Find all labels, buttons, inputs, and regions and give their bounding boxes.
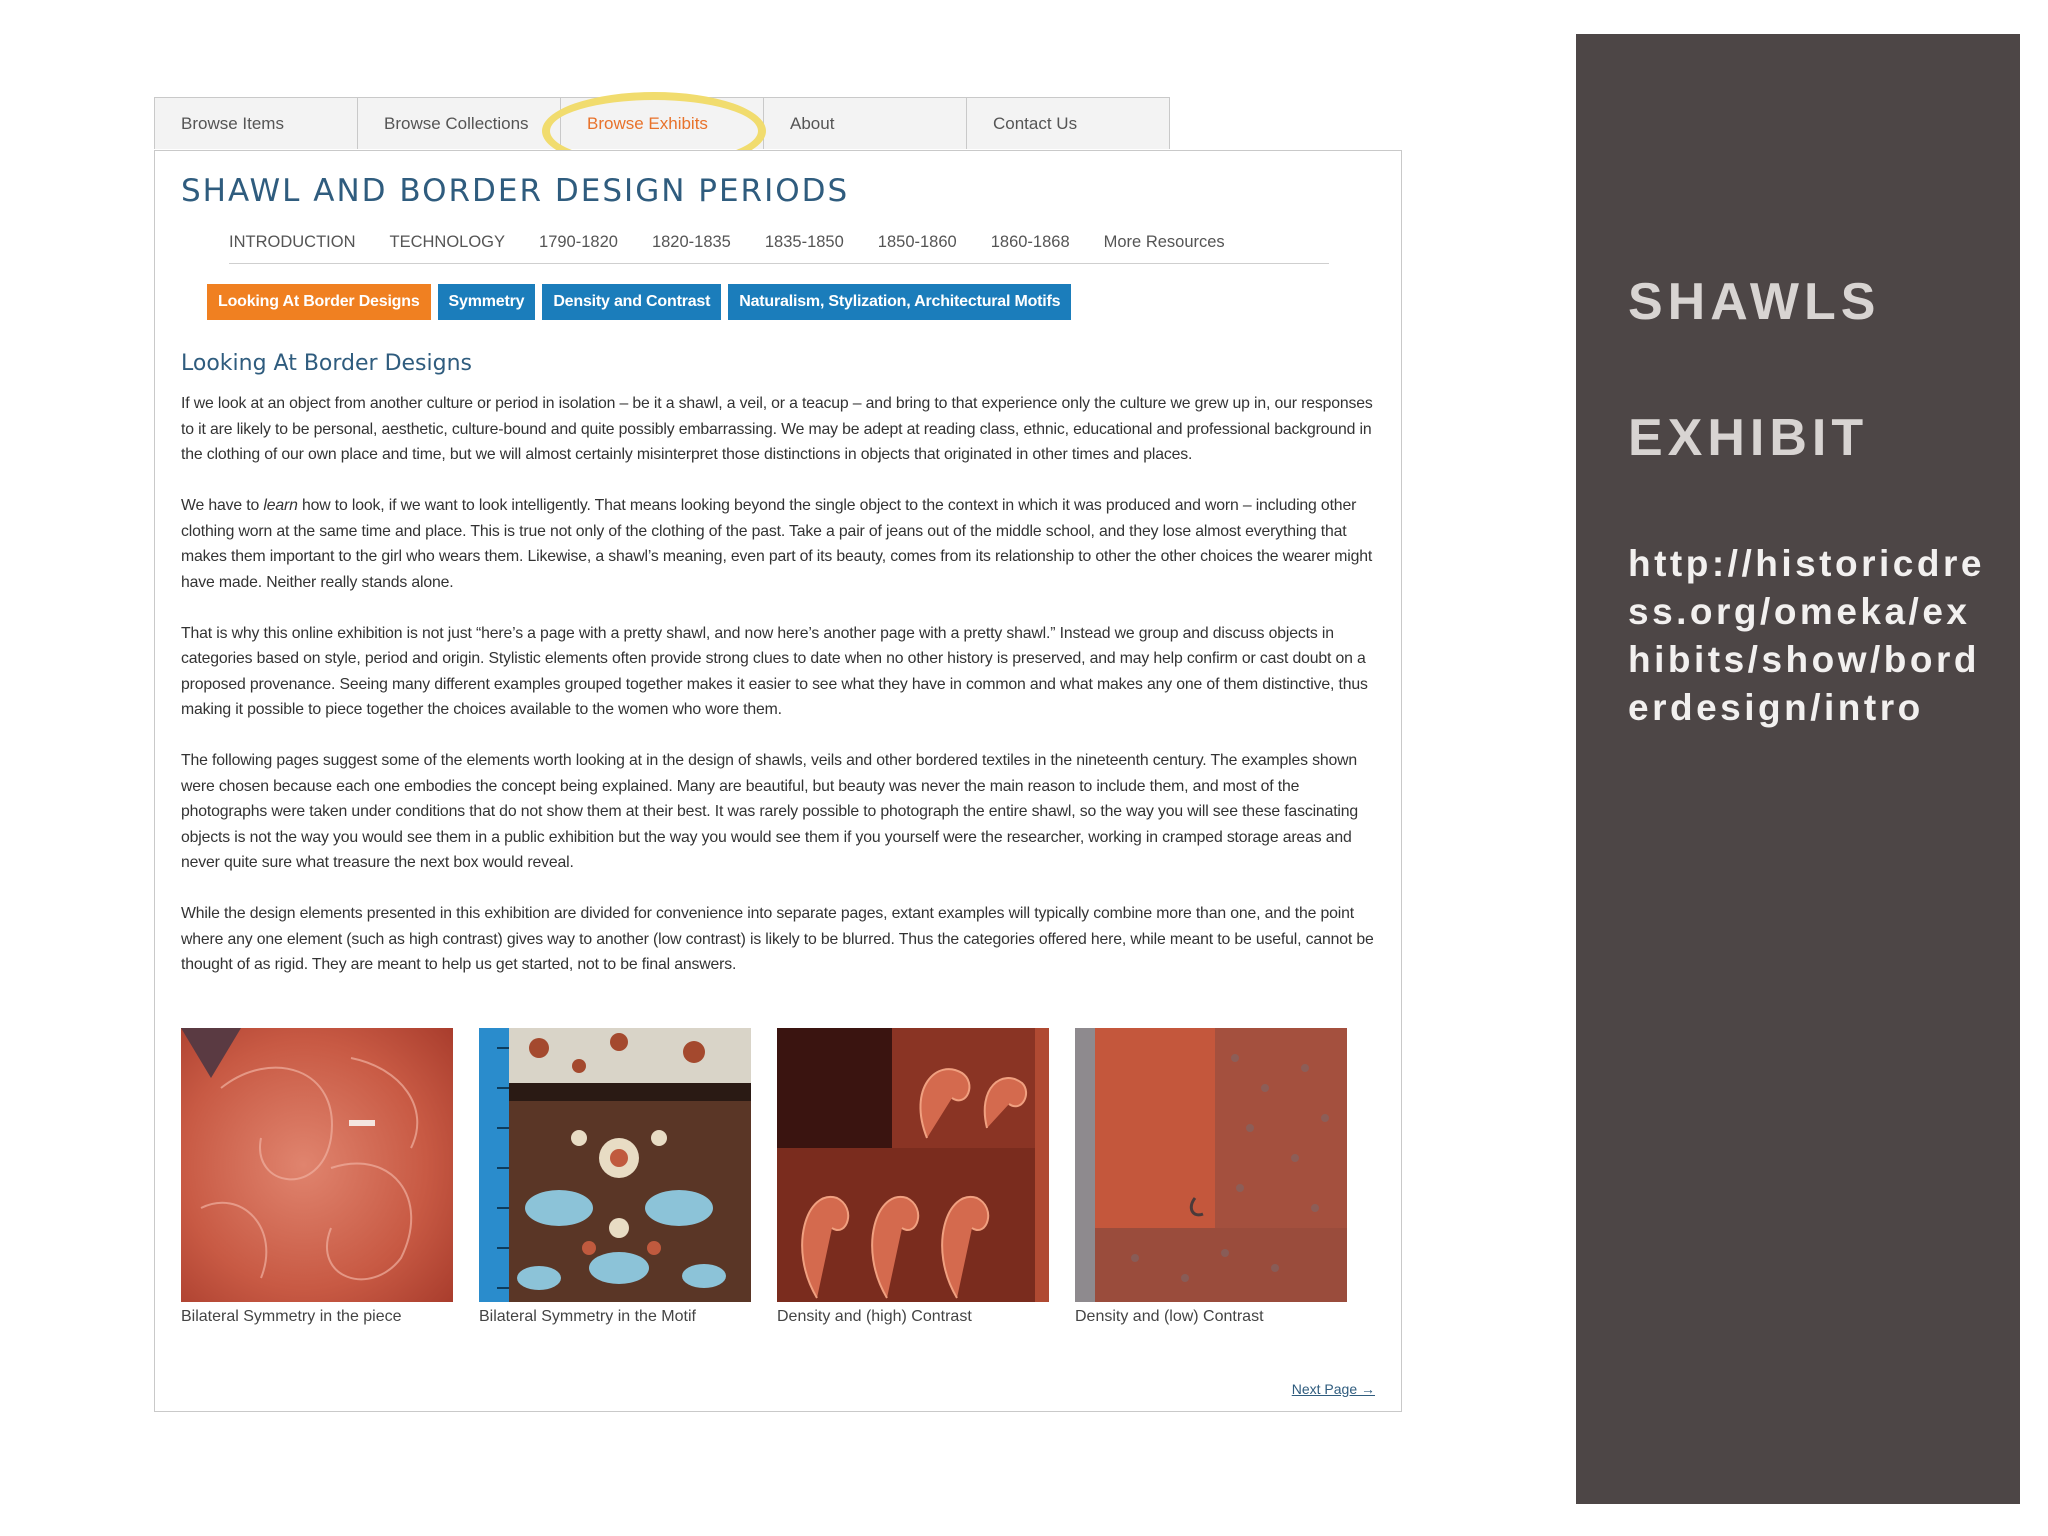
slide-sidebar bbox=[1576, 34, 2020, 1504]
paragraph: While the design elements presented in this exhibition are divided for convenience into separate pages, extant examples will typically combine more than one, and the point where any one element (such as high contrast) gives way to another (low contrast) is likely to be blurred. Thus the categories offered here, while meant to be useful, cannot be thought of as rigid. They are meant to help us get started, not to be final answers. bbox=[181, 905, 1374, 973]
tab-contact-us[interactable]: Contact Us bbox=[966, 97, 1170, 149]
subnav-looking-at-border-designs[interactable]: Looking At Border Designs bbox=[207, 284, 431, 320]
period-nav bbox=[229, 233, 1259, 252]
period-link-1835-1850[interactable]: 1835-1850 bbox=[764, 233, 844, 251]
image-gallery bbox=[181, 1028, 1373, 1326]
gallery-caption: Bilateral Symmetry in the Motif bbox=[479, 1308, 696, 1325]
paragraph: The following pages suggest some of the elements worth looking at in the design of shawls, veils and other bordered textiles in the nineteenth century. The examples shown were chosen because each one embodies the concept being explained. Many are beautiful, but beauty was never the main reason to include them, and most of the photographs were taken under conditions that do not show them at their best. It was rarely possible to photograph the entire shawl, so the way you will see these fascinating objects is not the way you would see them in a public exhibition but the way you would see them if you yourself were the researcher, working in cramped storage areas and never quite sure what treasure the next box would reveal. bbox=[181, 752, 1359, 871]
paragraph: If we look at an object from another culture or period in isolation – be it a shawl, a veil, or a teacup – and bring to that experience only the culture we grew up in, our responses to it are likely to be personal, aesthetic, culture-bound and quite possibly embarrassing. We may be adept at reading class, ethnic, educational and professional background in the clothing of our own place and time, but we will almost certainly misinterpret those distinctions in objects that originated in other times and places. bbox=[181, 395, 1373, 463]
period-link-1790-1820[interactable]: 1790-1820 bbox=[539, 233, 618, 251]
top-nav bbox=[154, 97, 1169, 150]
gallery-item[interactable] bbox=[1075, 1028, 1347, 1326]
subnav-naturalism[interactable]: Naturalism, Stylization, Architectural Motifs bbox=[728, 284, 1071, 320]
sidebar-title-shawls: SHAWLS bbox=[1628, 273, 1881, 331]
period-link-1820-1835[interactable]: 1820-1835 bbox=[651, 233, 731, 251]
period-link-1860-1868[interactable]: 1860-1868 bbox=[990, 233, 1070, 251]
divider bbox=[229, 263, 1329, 264]
gallery-item[interactable] bbox=[181, 1028, 453, 1326]
tab-about[interactable]: About bbox=[763, 97, 967, 149]
tab-browse-collections[interactable]: Browse Collections bbox=[357, 97, 561, 149]
emphasis-text: learn bbox=[263, 497, 298, 514]
gallery-item[interactable] bbox=[479, 1028, 751, 1326]
shawl-photo-bilateral-motif[interactable] bbox=[479, 1028, 751, 1302]
gallery-caption: Density and (low) Contrast bbox=[1075, 1308, 1264, 1325]
next-page-link[interactable]: Next Page → bbox=[1291, 1381, 1375, 1397]
period-link-technology[interactable]: TECHNOLOGY bbox=[389, 233, 506, 251]
paragraph: We have to learn how to look, if we want to look intelligently. That means looking beyond the single object to the context in which it was produced and worn – including other clothing worn at the same time and place. This is true not only of the clothing of the past. Take a pair of jeans out of the middle school, and they lose almost everything that makes them important to the girl who wears them. Likewise, a shawl’s meaning, even part of its beauty, comes from its relationship to other the other choices the wearer might have made. Neither really stands alone. bbox=[181, 497, 1373, 591]
gallery-caption: Density and (high) Contrast bbox=[777, 1308, 972, 1325]
paragraph: That is why this online exhibition is not just “here’s a page with a pretty shawl, and now here’s another page with a pretty shawl.” Instead we group and discuss objects in categories based on style, period and origin. Stylistic elements often provide strong clues to date when no other history is preserved, and may help confirm or cast doubt on a proposed provenance. Seeing many different examples grouped together makes it easier to see what they have in common and what makes any one of them distinctive, thus making it possible to piece together the choices available to the women who wore them. bbox=[181, 624, 1368, 718]
gallery-caption: Bilateral Symmetry in the piece bbox=[181, 1308, 402, 1325]
period-link-introduction[interactable]: INTRODUCTION bbox=[229, 233, 356, 251]
subnav-symmetry[interactable]: Symmetry bbox=[438, 284, 536, 320]
section-heading: Looking At Border Designs bbox=[181, 351, 472, 376]
period-link-more-resources[interactable]: More Resources bbox=[1103, 233, 1225, 251]
gallery-item[interactable] bbox=[777, 1028, 1049, 1326]
exhibit-title: SHAWL AND BORDER DESIGN PERIODS bbox=[181, 173, 850, 209]
subsection-nav bbox=[207, 284, 1078, 320]
tab-browse-items[interactable]: Browse Items bbox=[154, 97, 358, 149]
body-text bbox=[181, 391, 1389, 1003]
period-link-1850-1860[interactable]: 1850-1860 bbox=[877, 233, 957, 251]
shawl-photo-high-contrast[interactable] bbox=[777, 1028, 1049, 1302]
tab-browse-exhibits[interactable]: Browse Exhibits bbox=[560, 97, 764, 149]
sidebar-title-exhibit: EXHIBIT bbox=[1628, 409, 1869, 467]
shawl-photo-low-contrast[interactable] bbox=[1075, 1028, 1347, 1302]
exhibit-panel bbox=[154, 150, 1402, 1412]
shawl-photo-bilateral-piece[interactable] bbox=[181, 1028, 453, 1302]
sidebar-url: http://historicdress.org/omeka/exhibits/show/borderdesign/intro bbox=[1628, 543, 1985, 728]
subnav-density-and-contrast[interactable]: Density and Contrast bbox=[542, 284, 721, 320]
